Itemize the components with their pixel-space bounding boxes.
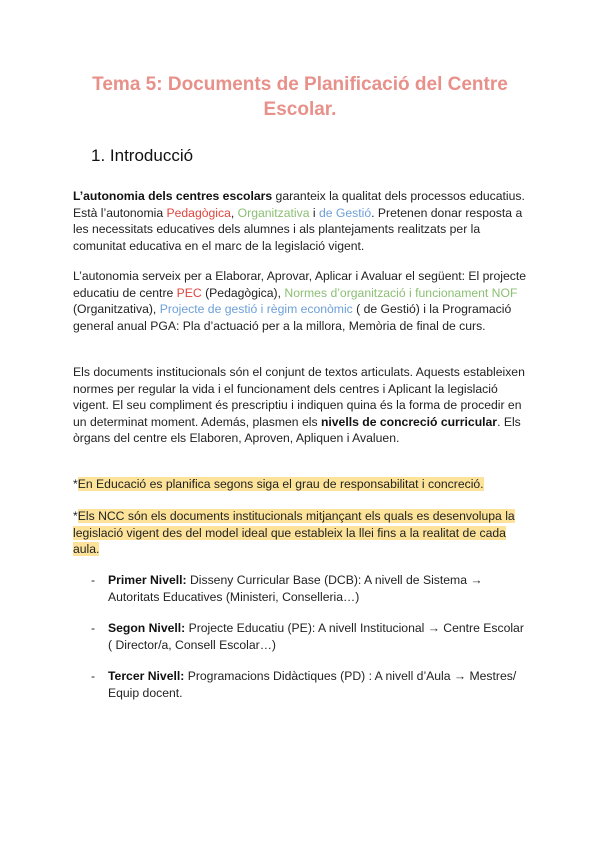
highlight-pedagogica: Pedagògica bbox=[166, 205, 231, 220]
bold-phrase: L’autonomia dels centres escolars bbox=[73, 189, 273, 203]
highlighted-text: Els NCC són els documents institucionals mitjançant els quals es desenvolupa la bbox=[77, 509, 515, 523]
highlight-gestio: de Gestió bbox=[318, 205, 372, 220]
highlighted-text: aula. bbox=[73, 542, 100, 556]
asterisk: * bbox=[73, 477, 78, 491]
text-line: general anual PGA: Pla d’actuació per a la millora, Memòria de final de curs. bbox=[73, 318, 486, 333]
note-ncc bbox=[73, 508, 533, 558]
note-planning bbox=[73, 476, 533, 493]
document-title bbox=[60, 72, 540, 122]
asterisk: * bbox=[73, 509, 78, 523]
bullet-dash: - bbox=[91, 669, 96, 683]
text: Programacions Didàctiques (PD) : A nivell d’Aula → Mestres/ bbox=[184, 669, 517, 683]
text-line: ( Director/a, Consell Escolar…) bbox=[108, 637, 276, 652]
text-line: Equip docent. bbox=[108, 685, 183, 700]
highlight-projecte-gestio: Projecte de gestió i règim econòmic bbox=[159, 302, 353, 316]
text: . Pretenen donar resposta a bbox=[371, 205, 523, 220]
highlight-organitzativa: Organitzativa bbox=[237, 205, 310, 220]
text-line: òrgans del centre els Elaboren, Aproven, Apliquen i Avaluen. bbox=[73, 431, 400, 445]
text: educatiu de centre bbox=[73, 285, 177, 300]
paragraph-autonomy bbox=[73, 188, 533, 254]
text-line: normes per regular la vida i el funcionament dels centres i Aplicant la legislació bbox=[73, 381, 498, 396]
highlighted-text: En Educació es planifica segons siga el grau de responsabilitat i concreció. bbox=[77, 477, 484, 491]
level-label: Primer Nivell: bbox=[108, 573, 187, 587]
level-label: Tercer Nivell: bbox=[108, 669, 185, 683]
text-line: les necessitats educatives dels alumnes i als plantejaments realitzats per la bbox=[73, 222, 481, 236]
highlight-nof: Normes d’organització i funcionament NOF bbox=[284, 285, 518, 300]
text-line: Autoritats Educatives (Ministeri, Conselleria…) bbox=[108, 589, 360, 604]
text: garanteix la qualitat dels processos educatius. bbox=[272, 189, 525, 203]
text: (Pedagògica), bbox=[201, 285, 285, 300]
level-label: Segon Nivell: bbox=[108, 621, 186, 635]
highlight-pec: PEC bbox=[176, 285, 202, 300]
highlighted-text: legislació vigent des del model ideal que estableix la llei fins a la realitat de cada bbox=[73, 525, 506, 540]
paragraph-documents bbox=[73, 364, 533, 447]
paragraph-autonomy-uses bbox=[73, 268, 533, 334]
text: un determinat moment. Además, plasmen els bbox=[73, 414, 321, 429]
text: Disseny Curricular Base (DCB): A nivell de Sistema → bbox=[186, 573, 483, 587]
text: . Els bbox=[497, 414, 521, 429]
section-heading: 1. Introducció bbox=[91, 146, 194, 165]
text-line: L’autonomia serveix per a Elaborar, Aprovar, Aplicar i Avaluar el següent: El projecte bbox=[73, 269, 527, 283]
text-line: Els documents institucionals són el conjunt de textos articulats. Aquests estableixen bbox=[73, 365, 525, 379]
text: Projecte Educatiu (PE): A nivell Institucional → Centre Escolar bbox=[185, 621, 524, 635]
text: (Organitzativa), bbox=[73, 302, 160, 316]
text-line: vigent. El seu compliment és prescriptiu i indiquen quina és la forma de procedir en bbox=[73, 398, 522, 412]
bullet-dash: - bbox=[91, 573, 96, 587]
text-line: comunitat educativa en el marc de la legislació vigent. bbox=[73, 238, 365, 253]
title-line-1: Tema 5: Documents de Planificació del Centre bbox=[92, 74, 508, 95]
text: , bbox=[230, 205, 238, 220]
title-line-2: Escolar. bbox=[263, 99, 337, 120]
text: ( de Gestió) i la Programació bbox=[352, 302, 512, 316]
bullet-dash: - bbox=[91, 621, 96, 635]
bold-phrase: nivells de concreció curricular bbox=[320, 414, 498, 429]
text: Està l’autonomia bbox=[73, 205, 167, 220]
text: i bbox=[309, 205, 319, 220]
